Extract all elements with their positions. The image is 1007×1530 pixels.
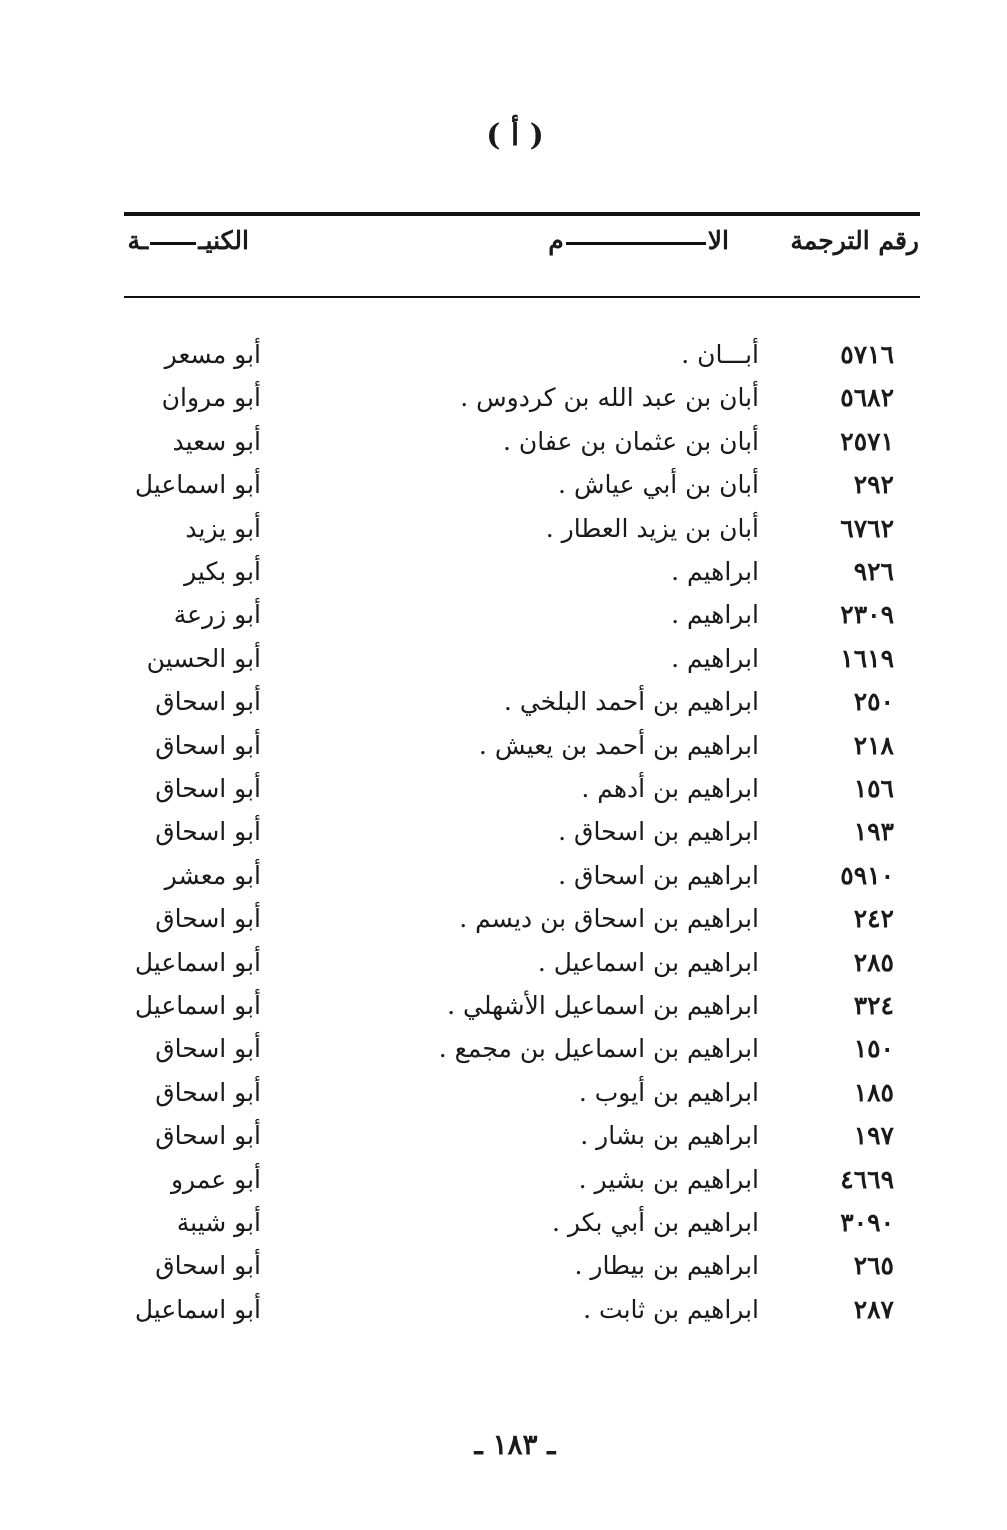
table-row [0,1073,1007,1116]
table-row [0,1203,1007,1246]
entry-kunya: أبو اسماعيل [134,1295,261,1324]
entry-kunya: أبو مروان [161,383,261,412]
entry-number: ٩٢٦ [853,557,894,586]
column-header-name-start: الا [707,226,729,255]
column-header-name [548,226,729,255]
entry-name: ابراهيم بن بشار . [580,1121,759,1150]
table-row [0,812,1007,855]
entry-number: ١٥٠ [853,1034,894,1063]
column-header-kunya-start: الكنيـ [198,226,249,255]
entry-name: أبان بن عبد الله بن كردوس . [460,383,759,412]
entry-kunya: أبو اسحاق [155,904,261,933]
entry-number: ٢٨٧ [853,1295,894,1324]
entry-name: ابراهيم . [671,644,759,673]
entry-name: ابراهيم بن ثابت . [583,1295,759,1324]
table-row [0,422,1007,465]
entry-kunya: أبو اسحاق [155,731,261,760]
entry-kunya: أبو اسماعيل [134,948,261,977]
entry-name: ابراهيم بن بشير . [578,1165,759,1194]
entry-number: ١٩٣ [853,817,894,846]
table-row [0,682,1007,725]
entry-kunya: أبو اسحاق [155,817,261,846]
page-number: ـ ١٨٣ ـ [474,1428,556,1461]
column-header-kunya [127,226,249,255]
table-row [0,465,1007,508]
entry-number: ١٨٥ [853,1078,894,1107]
entry-name: ابراهيم بن اسماعيل . [537,948,759,977]
entry-number: ١٩٧ [853,1121,894,1150]
entry-number: ٤٦٦٩ [840,1165,894,1194]
kashida-stretch [150,242,196,245]
entry-kunya: أبو زرعة [173,600,261,629]
entry-number: ١٥٦ [853,774,894,803]
entry-number: ٢٩٢ [853,470,894,499]
table-row [0,1246,1007,1289]
entry-kunya: أبو اسحاق [155,1078,261,1107]
entry-kunya: أبو شيبة [176,1208,261,1237]
entry-name: ابراهيم بن اسحاق بن ديسم . [459,904,759,933]
entry-kunya: أبو سعيد [172,427,261,456]
entry-name: ابراهيم بن اسحاق . [558,817,759,846]
entry-number: ١٦١٩ [840,644,894,673]
table-row [0,639,1007,682]
entry-kunya: أبو يزيد [185,514,261,543]
entry-kunya: أبو بكير [184,557,261,586]
entry-kunya: أبو معشر [164,861,261,890]
entry-number: ٢٥٠ [853,687,894,716]
entry-number: ٢٣٠٩ [840,600,894,629]
entry-name: أبـــان . [681,340,759,369]
table-row [0,509,1007,552]
table-row [0,595,1007,638]
table-row [0,856,1007,899]
entry-name: ابراهيم بن اسماعيل الأشهلي . [447,991,759,1020]
entry-name: ابراهيم بن أدهم . [581,774,759,803]
table-row [0,986,1007,1029]
table-row [0,378,1007,421]
column-header-number: رقم الترجمة [790,226,919,255]
entry-number: ٥٧١٦ [840,340,894,369]
entry-kunya: أبو اسحاق [155,774,261,803]
header-top-rule [124,212,920,216]
kashida-stretch [566,242,706,245]
section-letter: ( أ ) [486,118,544,153]
entries-list [0,335,1007,1345]
table-row [0,1290,1007,1333]
entry-number: ٢٨٥ [853,948,894,977]
entry-name: ابراهيم بن أبي بكر . [551,1208,759,1237]
entry-kunya: أبو اسحاق [155,1034,261,1063]
entry-name: أبان بن عثمان بن عفان . [503,427,759,456]
header-bottom-rule [124,296,920,298]
entry-kunya: أبو عمرو [170,1165,261,1194]
entry-name: ابراهيم بن بيطار . [574,1251,759,1280]
entry-number: ٣٠٩٠ [840,1208,894,1237]
entry-kunya: أبو مسعر [164,340,261,369]
table-row [0,1116,1007,1159]
entry-kunya: أبو اسحاق [155,687,261,716]
entry-number: ٢٦٥ [853,1251,894,1280]
entry-name: ابراهيم . [671,557,759,586]
column-header-name-end: م [548,226,564,255]
entry-kunya: أبو اسحاق [155,1251,261,1280]
column-header-kunya-end: ـة [127,226,149,255]
entry-number: ٦٧٦٢ [840,514,894,543]
table-row [0,769,1007,812]
entry-number: ٥٦٨٢ [840,383,894,412]
entry-number: ٢٥٧١ [840,427,894,456]
entry-kunya: أبو اسماعيل [134,470,261,499]
table-row [0,1029,1007,1072]
table-row [0,899,1007,942]
entry-name: ابراهيم بن أحمد البلخي . [503,687,759,716]
entry-name: ابراهيم . [671,600,759,629]
entry-name: ابراهيم بن أحمد بن يعيش . [478,731,759,760]
table-row [0,335,1007,378]
table-row [0,552,1007,595]
table-row [0,726,1007,769]
entry-name: ابراهيم بن اسحاق . [558,861,759,890]
entry-number: ٢٤٢ [853,904,894,933]
table-row [0,1160,1007,1203]
entry-kunya: أبو اسماعيل [134,991,261,1020]
entry-kunya: أبو اسحاق [155,1121,261,1150]
entry-number: ٢١٨ [853,731,894,760]
entry-number: ٣٢٤ [853,991,894,1020]
entry-name: ابراهيم بن أيوب . [578,1078,759,1107]
entry-name: ابراهيم بن اسماعيل بن مجمع . [438,1034,759,1063]
table-row [0,943,1007,986]
entry-name: أبان بن أبي عياش . [558,470,759,499]
entry-name: أبان بن يزيد العطار . [545,514,759,543]
entry-kunya: أبو الحسين [146,644,261,673]
entry-number: ٥٩١٠ [840,861,894,890]
